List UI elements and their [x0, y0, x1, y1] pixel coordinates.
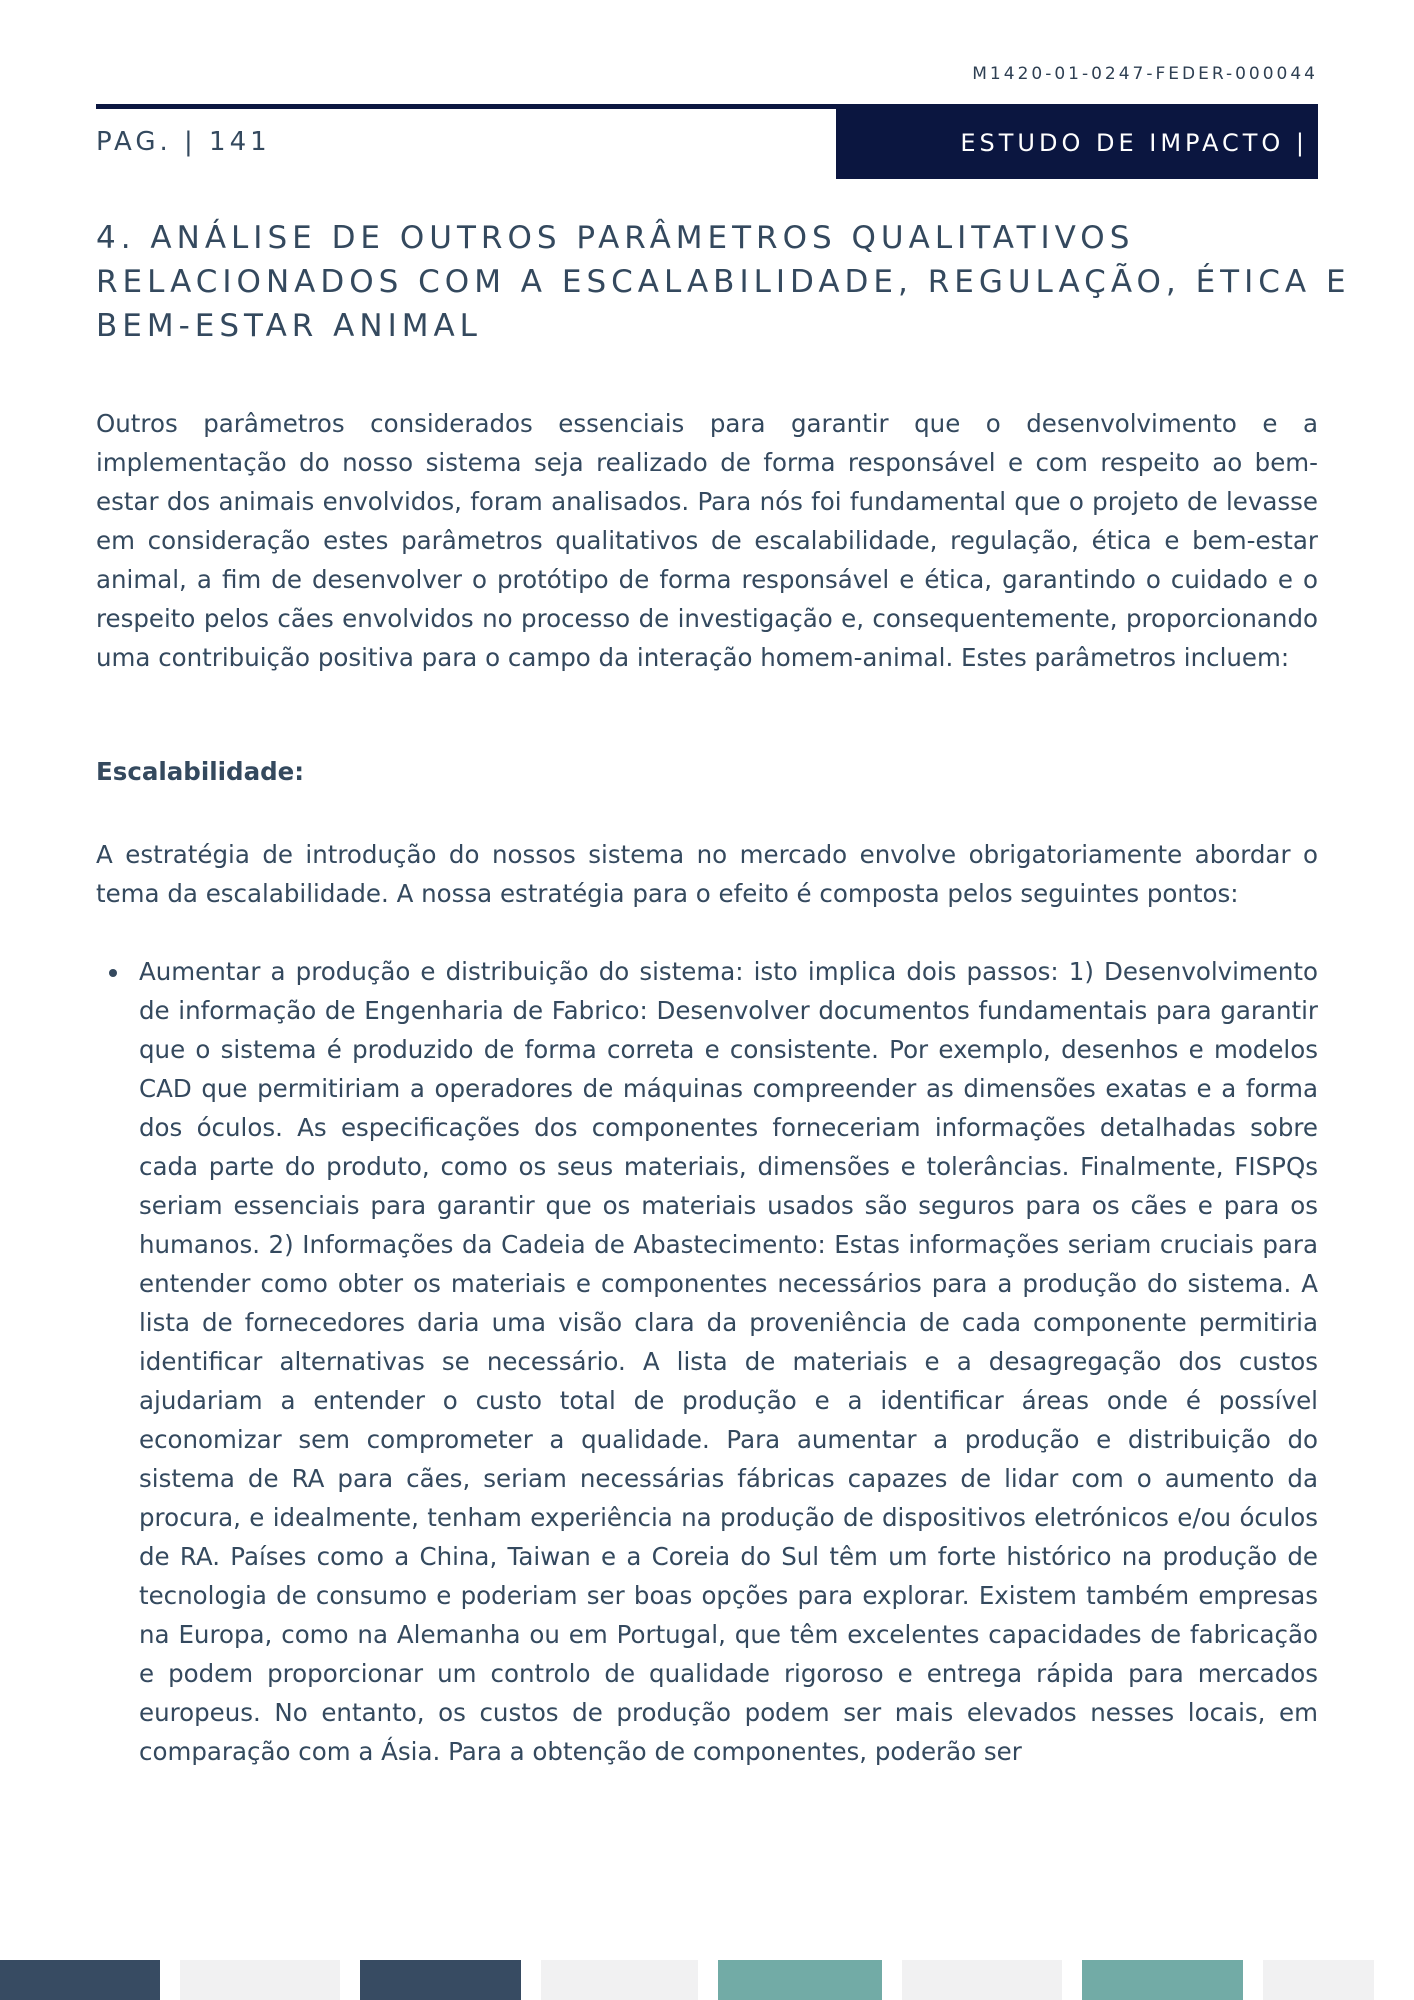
page-number: PAG. | 141: [96, 127, 271, 157]
section-banner: [836, 107, 1318, 179]
scalability-paragraph: A estratégia de introdução do nossos sistema no mercado envolve obrigatoriamente abordar o tema da escalabilidade. A nossa estratégia para o efeito é composta pelos seguintes pontos:: [96, 840, 1318, 908]
bullet-icon: [109, 969, 117, 977]
footer-block: [541, 1960, 698, 2000]
footer-block: [180, 1960, 340, 2000]
list-item-text: Aumentar a produção e distribuição do sistema: isto implica dois passos: 1) Desenvolvimento de informação de Engenharia de Fabrico: Desenvolver documentos fundamentais para garantir que o sistema é produzido de forma correta e consistente. Por exemplo, desenhos e modelos CAD que permitiriam a operadores de máquinas compreender as dimensões exatas e a forma dos óculos. As especificações dos componentes forneceriam informações detalhadas sobre cada parte do produto, como os seus materiais, dimensões e tolerâncias. Finalmente, FISPQs seriam essenciais para garantir que os materiais usados são seguros para os cães e para os humanos. 2) Informações da Cadeia de Abastecimento: Estas informações seriam cruciais para entender como obter os materiais e componentes necessários para a produção do sistema. A lista de fornecedores daria uma visão clara da proveniência de cada componente permitiria identificar alternativas se necessário. A lista de materiais e a desagregação dos custos ajudariam a entender o custo total de produção e a identificar áreas onde é possível economizar sem comprometer a qualidade. Para aumentar a produção e distribuição do sistema de RA para cães, seriam necessárias fábricas capazes de lidar com o aumento da procura, e idealmente, tenham experiência na produção de dispositivos eletrónicos e/ou óculos de RA. Países como a China, Taiwan e a Coreia do Sul têm um forte histórico na produção de tecnologia de consumo e poderiam ser boas opções para explorar. Existem também empresas na Europa, como na Alemanha ou em Portugal, que têm excelentes capacidades de fabricação e podem proporcionar um controlo de qualidade rigoroso e entrega rápida para mercados europeus. No entanto, os custos de produção podem ser mais elevados nesses locais, em comparação com a Ásia. Para a obtenção de componentes, poderão ser: [139, 957, 1318, 1766]
section-heading: 4. ANÁLISE DE OUTROS PARÂMETROS QUALITATIVOS RELACIONADOS COM A ESCALABILIDADE, REGULAÇÃO, ÉTICA E BEM-ESTAR ANIMAL: [96, 220, 1351, 344]
footer-block: [902, 1960, 1062, 2000]
bullet-list: [96, 952, 1318, 1771]
footer-block: [360, 1960, 521, 2000]
footer-decoration: [0, 1960, 1414, 2000]
list-item: [139, 952, 1318, 1771]
scalability-subheading: Escalabilidade:: [96, 757, 305, 786]
document-reference: M1420-01-0247-FEDER-000044: [972, 64, 1318, 84]
intro-paragraph: Outros parâmetros considerados essenciais para garantir que o desenvolvimento e a implementação do nosso sistema seja realizado de forma responsável e com respeito ao bem-estar dos animais envolvidos, foram analisados. Para nós foi fundamental que o projeto de levasse em consideração estes parâmetros qualitativos de escalabilidade, regulação, ética e bem-estar animal, a fim de desenvolver o protótipo de forma responsável e ética, garantindo o cuidado e o respeito pelos cães envolvidos no processo de investigação e, consequentemente, proporcionando uma contribuição positiva para o campo da interação homem-animal. Estes parâmetros incluem:: [96, 409, 1318, 672]
footer-block: [718, 1960, 882, 2000]
footer-block: [0, 1960, 160, 2000]
section-banner-label: ESTUDO DE IMPACTO |: [960, 129, 1308, 157]
footer-block: [1082, 1960, 1243, 2000]
footer-block: [1263, 1960, 1374, 2000]
